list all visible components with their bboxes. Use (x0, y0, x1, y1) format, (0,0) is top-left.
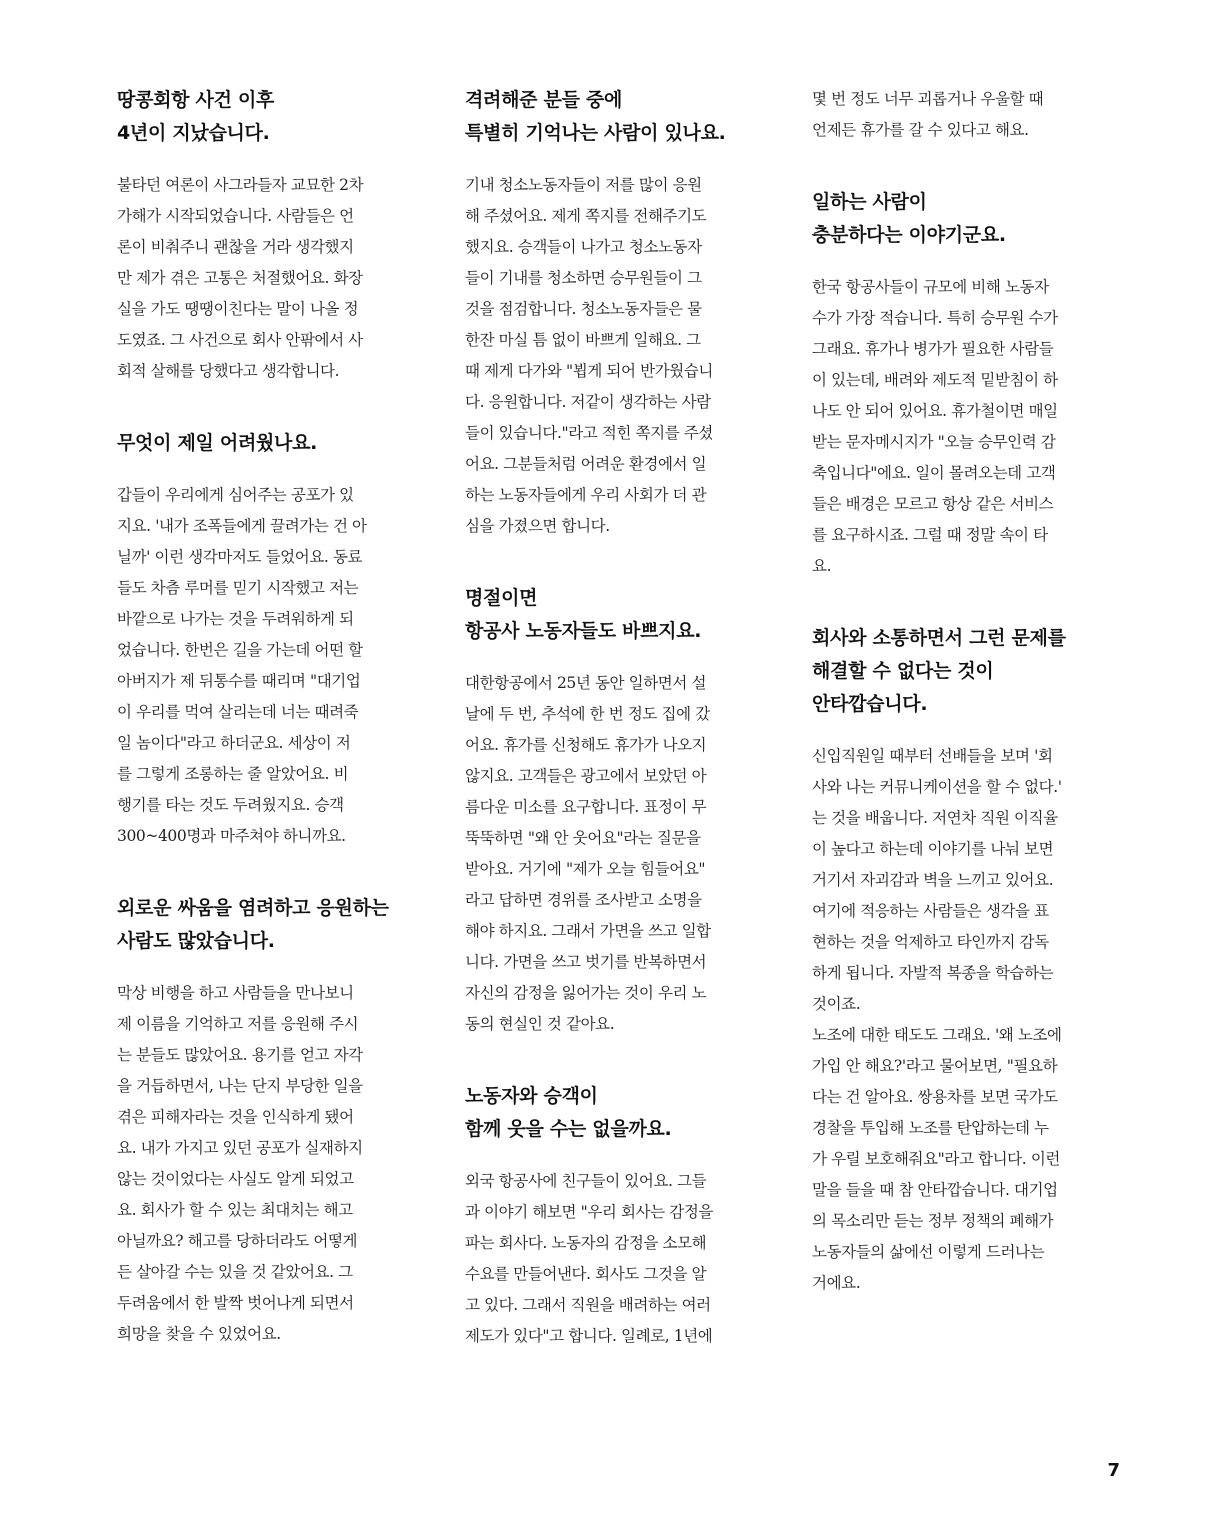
heading-line: 해결할 수 없다는 것이 (812, 660, 994, 682)
paragraph-line: 다. 응원합니다. 저같이 생각하는 사람 (465, 393, 711, 411)
paragraph-line: 의 목소리만 듣는 정부 정책의 폐해가 (812, 1212, 1054, 1230)
paragraph-line: 축입니다"에요. 일이 몰려오는데 고객 (812, 464, 1056, 482)
heading-line: 안타깝습니다. (812, 693, 928, 715)
paragraph-line: 거에요. (812, 1274, 861, 1292)
paragraph-line: 을 거듭하면서, 나는 단지 부당한 일을 (117, 1077, 363, 1095)
paragraph-line: 희망을 찾을 수 있었어요. (117, 1325, 281, 1343)
section-3-2 (812, 622, 1124, 1299)
paragraph-line: 론이 비춰주니 괜찮을 거라 생각했지 (117, 238, 354, 256)
heading-line: 특별히 기억나는 사람이 있나요. (465, 122, 726, 144)
paragraph-line: 만 제가 겪은 고통은 처절했어요. 화장 (117, 269, 363, 287)
paragraph-line: 그래요. 휴가나 병가가 필요한 사람들 (812, 340, 1054, 358)
section-heading (812, 186, 1124, 252)
paragraph-line: 름다운 미소를 요구합니다. 표정이 무 (465, 798, 707, 816)
paragraph-line: 기내 청소노동자들이 저를 많이 응원 (465, 176, 702, 194)
paragraph-line: 요. 내가 가지고 있던 공포가 실재하지 (117, 1139, 363, 1157)
paragraph-line: 않는 것이었다는 사실도 알게 되었고 (117, 1170, 354, 1188)
section-heading (465, 582, 777, 648)
paragraph-line: 과 이야기 해보면 "우리 회사는 감정을 (465, 1203, 713, 1221)
paragraph-line: 심을 가졌으면 합니다. (465, 517, 610, 535)
paragraph-line: 었습니다. 한번은 길을 가는데 어떤 할 (117, 641, 363, 659)
section-paragraph (465, 1166, 777, 1352)
paragraph-line: 들도 차츰 루머를 믿기 시작했고 저는 (117, 579, 359, 597)
paragraph-line: 경찰을 투입해 노조를 탄압하는데 누 (812, 1119, 1049, 1137)
paragraph-line: 했지요. 승객들이 나가고 청소노동자 (465, 238, 702, 256)
paragraph-line: 제도가 있다"고 합니다. 일례로, 1년에 (465, 1327, 713, 1345)
paragraph-line: 말을 들을 때 참 안타깝습니다. 대기업 (812, 1181, 1058, 1199)
paragraph-line: 않지요. 고객들은 광고에서 보았던 아 (465, 767, 707, 785)
paragraph-line: 든 살아갈 수는 있을 것 같았어요. 그 (117, 1263, 353, 1281)
section-paragraph (812, 84, 1124, 146)
paragraph-line: 아버지가 제 뒤통수를 때리며 "대기업 (117, 672, 361, 690)
paragraph-line: 갑들이 우리에게 심어주는 공포가 있 (117, 486, 354, 504)
paragraph-line: 요. (812, 557, 832, 575)
section-paragraph (465, 668, 777, 1040)
paragraph-line: 겪은 피해자라는 것을 인식하게 됐어 (117, 1108, 354, 1126)
paragraph-line: 받는 문자메시지가 "오늘 승무인력 감 (812, 433, 1056, 451)
paragraph-line: 가해가 시작되었습니다. 사람들은 언 (117, 207, 354, 225)
paragraph-line: 일 놈이다"라고 하더군요. 세상이 저 (117, 734, 351, 752)
section-1-1 (117, 84, 429, 387)
paragraph-line: 들이 기내를 청소하면 승무원들이 그 (465, 269, 702, 287)
section-heading (117, 892, 429, 958)
paragraph-line: 자신의 감정을 잃어가는 것이 우리 노 (465, 984, 707, 1002)
paragraph-line: 300~400명과 마주쳐야 하니까요. (117, 827, 346, 845)
section-3-0 (812, 84, 1124, 146)
paragraph-line: 두려움에서 한 발짝 벗어나게 되면서 (117, 1294, 354, 1312)
paragraph-line: 몇 번 정도 너무 괴롭거나 우울할 때 (812, 90, 1044, 108)
section-heading (117, 427, 429, 460)
paragraph-line: 어요. 그분들처럼 어려운 환경에서 일 (465, 455, 707, 473)
section-heading (117, 84, 429, 150)
section-2-3 (465, 1080, 777, 1352)
paragraph-line: 뚝뚝하면 "왜 안 웃어요"라는 질문을 (465, 829, 701, 847)
section-3-1 (812, 186, 1124, 582)
paragraph-line: 때 제게 다가와 "뵙게 되어 반가웠습니 (465, 362, 713, 380)
paragraph-line: 외국 항공사에 친구들이 있어요. 그들 (465, 1172, 707, 1190)
section-1-3 (117, 892, 429, 1350)
paragraph-line: 노동자들의 삶에선 이렇게 드러나는 (812, 1243, 1045, 1261)
paragraph-line: 가입 안 해요?'라고 물어보면, "필요하 (812, 1057, 1058, 1075)
paragraph-line: 닐까' 이런 생각마저도 들었어요. 동료 (117, 548, 363, 566)
paragraph-line: 대한항공에서 25년 동안 일하면서 설 (465, 674, 707, 692)
heading-line: 외로운 싸움을 염려하고 응원하는 (117, 897, 389, 919)
paragraph-line: 현하는 것을 억제하고 타인까지 감독 (812, 933, 1049, 951)
column-2 (465, 84, 777, 1392)
section-paragraph (465, 170, 777, 542)
heading-line: 사람도 많았습니다. (117, 930, 275, 952)
paragraph-line: 사와 나는 커뮤니케이션을 할 수 없다.' (812, 778, 1062, 796)
paragraph-line: 들이 있습니다."라고 적힌 쪽지를 주셨 (465, 424, 713, 442)
heading-line: 일하는 사람이 (812, 191, 927, 213)
paragraph-line: 여기에 적응하는 사람들은 생각을 표 (812, 902, 1049, 920)
paragraph-line: 하는 노동자들에게 우리 사회가 더 관 (465, 486, 707, 504)
section-heading (465, 1080, 777, 1146)
paragraph-line: 불타던 여론이 사그라들자 교묘한 2차 (117, 176, 364, 194)
heading-line: 땅콩회항 사건 이후 (117, 89, 275, 111)
section-paragraph (117, 480, 429, 852)
section-2-2 (465, 582, 777, 1040)
paragraph-line: 노조에 대한 태도도 그래요. '왜 노조에 (812, 1026, 1062, 1044)
heading-line: 항공사 노동자들도 바쁘지요. (465, 620, 702, 642)
paragraph-line: 것이죠. (812, 995, 861, 1013)
heading-line: 4년이 지났습니다. (117, 122, 270, 144)
paragraph-line: 어요. 휴가를 신청해도 휴가가 나오지 (465, 736, 707, 754)
section-heading (812, 622, 1124, 721)
paragraph-line: 다는 건 알아요. 쌍용차를 보면 국가도 (812, 1088, 1058, 1106)
paragraph-line: 이 있는데, 배려와 제도적 밑받침이 하 (812, 371, 1058, 389)
paragraph-line: 들은 배경은 모르고 항상 같은 서비스 (812, 495, 1054, 513)
paragraph-line: 수가 가장 적습니다. 특히 승무원 수가 (812, 309, 1058, 327)
paragraph-line: 지요. '내가 조폭들에게 끌려가는 건 아 (117, 517, 367, 535)
paragraph-line: 이 우리를 먹여 살리는데 너는 때려죽 (117, 703, 359, 721)
paragraph-line: 를 요구하시죠. 그럴 때 정말 속이 타 (812, 526, 1048, 544)
heading-line: 무엇이 제일 어려웠나요. (117, 432, 318, 454)
paragraph-line: 신입직원일 때부터 선배들을 보며 '회 (812, 747, 1053, 765)
paragraph-line: 요. 회사가 할 수 있는 최대치는 해고 (117, 1201, 353, 1219)
paragraph-line: 니다. 가면을 쓰고 벗기를 반복하면서 (465, 953, 707, 971)
paragraph-line: 한잔 마실 틈 없이 바쁘게 일해요. 그 (465, 331, 701, 349)
paragraph-line: 파는 회사다. 노동자의 감정을 소모해 (465, 1234, 707, 1252)
paragraph-line: 제 이름을 기억하고 저를 응원해 주시 (117, 1015, 359, 1033)
section-1-2 (117, 427, 429, 852)
paragraph-line: 바깥으로 나가는 것을 두려워하게 되 (117, 610, 354, 628)
heading-line: 격려해준 분들 중에 (465, 89, 623, 111)
paragraph-line: 는 분들도 많았어요. 용기를 얻고 자각 (117, 1046, 363, 1064)
paragraph-line: 해 주셨어요. 제게 쪽지를 전해주기도 (465, 207, 707, 225)
paragraph-line: 라고 답하면 경위를 조사받고 소명을 (465, 891, 702, 909)
paragraph-line: 는 것을 배웁니다. 저연차 직원 이직율 (812, 809, 1058, 827)
paragraph-line: 동의 현실인 것 같아요. (465, 1015, 615, 1033)
paragraph-line: 를 그렇게 조롱하는 줄 알았어요. 비 (117, 765, 349, 783)
paragraph-line: 도였죠. 그 사건으로 회사 안팎에서 사 (117, 331, 363, 349)
heading-line: 충분하다는 이야기군요. (812, 224, 1006, 246)
column-3 (812, 84, 1124, 1339)
paragraph-line: 날에 두 번, 추석에 한 번 정도 집에 갔 (465, 705, 710, 723)
paragraph-line: 받아요. 거기에 "제가 오늘 힘들어요" (465, 860, 706, 878)
paragraph-line: 나도 안 되어 있어요. 휴가철이면 매일 (812, 402, 1058, 420)
paragraph-line: 것을 점검합니다. 청소노동자들은 물 (465, 300, 702, 318)
paragraph-line: 고 있다. 그래서 직원을 배려하는 여러 (465, 1296, 711, 1314)
paragraph-line: 한국 항공사들이 규모에 비해 노동자 (812, 278, 1049, 296)
paragraph-line: 회적 살해를 당했다고 생각합니다. (117, 362, 340, 380)
paragraph-line: 해야 하지요. 그래서 가면을 쓰고 일합 (465, 922, 711, 940)
paragraph-line: 이 높다고 하는데 이야기를 나눠 보면 (812, 840, 1054, 858)
heading-line: 명절이면 (465, 587, 538, 609)
paragraph-line: 실을 가도 땡땡이친다는 말이 나올 정 (117, 300, 359, 318)
paragraph-line: 행기를 타는 것도 두려웠지요. 승객 (117, 796, 344, 814)
section-paragraph (117, 978, 429, 1350)
column-1 (117, 84, 429, 1390)
heading-line: 회사와 소통하면서 그런 문제를 (812, 627, 1066, 649)
section-heading (465, 84, 777, 150)
section-paragraph (812, 741, 1124, 1299)
paragraph-line: 막상 비행을 하고 사람들을 만나보니 (117, 984, 354, 1002)
heading-line: 노동자와 승객이 (465, 1085, 598, 1107)
paragraph-line: 하게 됩니다. 자발적 복종을 학습하는 (812, 964, 1054, 982)
section-paragraph (117, 170, 429, 387)
heading-line: 함께 웃을 수는 없을까요. (465, 1118, 672, 1140)
paragraph-line: 거기서 자괴감과 벽을 느끼고 있어요. (812, 871, 1054, 889)
paragraph-line: 아닐까요? 해고를 당하더라도 어떻게 (117, 1232, 358, 1250)
paragraph-line: 수요를 만들어낸다. 회사도 그것을 알 (465, 1265, 707, 1283)
page-number: 7 (1107, 1460, 1120, 1481)
section-paragraph (812, 272, 1124, 582)
section-2-1 (465, 84, 777, 542)
paragraph-line: 언제든 휴가를 갈 수 있다고 해요. (812, 121, 1029, 139)
paragraph-line: 가 우릴 보호해줘요"라고 합니다. 이런 (812, 1150, 1060, 1168)
